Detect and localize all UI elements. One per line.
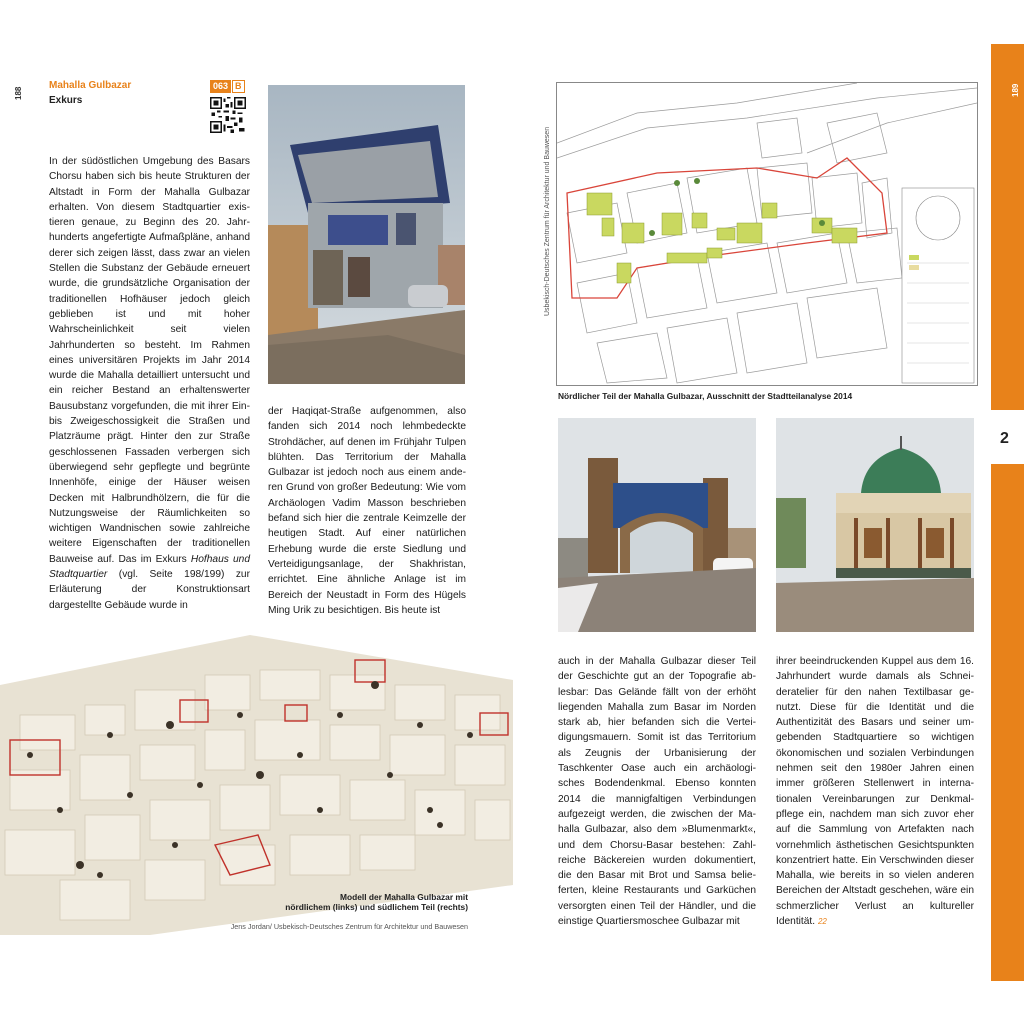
map-vertical-credit: Usbekisch-Deutsches Zentrum für Architektur und Bauwesen <box>544 126 551 316</box>
body-text-column-1 <box>49 154 250 613</box>
badge-number: 063 <box>210 80 231 93</box>
footnote-ref: 22 <box>817 917 827 927</box>
chapter-tab-top <box>991 44 1024 410</box>
column1-text-end: (vgl. Seite 198/199) zur Erläuterung der Konstruktionsart dargestellte Gebäude wurde in <box>49 569 250 611</box>
gate-photo <box>558 418 756 632</box>
chapter-number: 2 <box>1000 430 1009 447</box>
section-title: Mahalla Gulbazar <box>49 80 132 91</box>
body-text-column-4 <box>776 654 974 929</box>
body-text-column-3 <box>558 654 756 929</box>
qr-code-icon[interactable] <box>210 97 246 133</box>
city-model-photo <box>0 635 513 935</box>
model-caption-line-2: nördlichem (links) und südlichem Teil (rechts) <box>285 902 468 912</box>
chapter-tab-bottom <box>991 464 1024 981</box>
section-subtitle: Exkurs <box>49 95 83 106</box>
column4-text: ihrer beeindruckenden Kuppel aus dem 16. Jahrhundert wurde damals als Schneideratelier für den nahen Textilbasar genutzt. Diese für die Identität und die Authentizität des Basars und seiner umgebenden Stadtquartiere so wichtigen ökonomischen und sozialen Verbindungen nehmen seit den 1980er Jahren einen immer größeren Stellenwert in internationalen Vereinbarungen zur Denkmalpflege ein, nachdem man sich zuvor eher auf die Sammlung von Artefakten nach vornehmlich ästhetischen Gesichtspunkten konzentriert hatte. Ein Verschwinden dieser Mahalla, wie bereits in so vielen anderen Bereichen der Altstadt geschehen, wäre ein schmerzlicher Verlust an kultureller Identität. <box>776 656 974 928</box>
district-analysis-map <box>556 82 978 386</box>
model-caption-line-1: Modell der Mahalla Gulbazar mit <box>340 892 468 902</box>
body-text-column-2 <box>268 404 466 618</box>
column2-text: der Haqiqat-Straße aufgenommen, also fanden sich 2014 noch lehmbedeckte Strohdächer, auf denen im Frühjahr Tulpen blühten. Das Territorium der Mahalla Gulbazar ist jedoch noch aus einem anderen Grund von großer Bedeutung: Wie vom Archäologen Vadim Masson beschrieben befand sich hier die zentrale Keimzelle der heutigen Stadt. Auf einer natürlichen Erhebung wurde die erste Siedlung und Verteidigungsanlage, der Shakhristan, errichtet. Eine ähnliche Anlage ist im Bereich der Neustadt in Form des Hügels Ming Urik zu besichtigen. Bis heute ist <box>268 406 466 616</box>
model-caption <box>270 892 468 912</box>
building-construction-photo <box>268 85 465 384</box>
column1-italic-reference: Hofhaus und Stadtquartier <box>49 553 250 581</box>
map-caption: Nördlicher Teil der Mahalla Gulbazar, Ausschnitt der Stadtteilanalyse 2014 <box>558 391 853 401</box>
left-page-number: 188 <box>14 86 23 100</box>
column1-text: In der südöstlichen Umgebung des Basars Chorsu haben sich bis heute Strukturen der Altstadt in Form der Mahalla Gulbazar erhalten. Von diesem Stadtquartier existieren genaue, zu Beginn des 20. Jahrhunderts angefertigte Aufmaßpläne, anhand derer sich zeigen lässt, dass zwar an vielen Stellen die Substanz der Gebäude erneuert wurde, die grundsätzliche Organisation der traditionellen Hofhäuser jedoch gleich geblieben ist und mit hoher Wahrscheinlichkeit seit vielen Jahrhunderten so besteht. Im Rahmen eines universitären Projekts im Jahr 2014 wurde die Mahalla detailliert untersucht und ein reicher Bestand an erhaltenswerter Bausubstanz vorgefunden, die mit ihrer Ein- bis Zweigeschossigkeit die Straßen und Platzräume prägt. Hinter den zur Straße geschlossenen Fassaden verbergen sich überwiegend sehr gepflegte und begrünte Innenhöfe, einige der Häuser weisen Decken mit Halbrundhölzern, die für die Nutzungsweise der Räumlichkeiten so wichtigen Wandnischen sowie zahlreiche weitere Eigenschaften der traditionellen Bauweise auf. Das im Exkurs <box>49 156 250 565</box>
badge-letter: B <box>232 80 245 93</box>
mosque-photo <box>776 418 974 632</box>
right-page-number: 189 <box>1011 83 1020 97</box>
model-credit: Jens Jordan/ Usbekisch-Deutsches Zentrum für Architektur und Bauwesen <box>230 922 468 931</box>
column3-text: auch in der Mahalla Gulbazar dieser Teil der Geschichte gut an der Topografie ablesbar: Das Gelände fällt von der erhöht liegenden Mahalla zum Basar im Norden stark ab, hier befanden sich die Verteidigungsmauern. Somit ist das Territorium als Zeugnis der Urbanisierung der Taschkenter Oase auch ein archäologisches Bodendenkmal. Ebenso konnten 2014 die mannigfaltigen Verbindungen aufgezeigt werden, die zwischen der Mahalla Gulbazar, also dem »Blumenmarkt«, und dem Chorsu-Basar bestehen: Zahlreiche Bäckereien wurden dokumentiert, die den Basar mit Brot und Samsa belieferten, kleine Restaurants und Garküchen versorgten einen Teil der Händler, und die einstige Quartiersmoschee Gulbazar mit <box>558 656 756 928</box>
location-badge <box>210 80 245 93</box>
